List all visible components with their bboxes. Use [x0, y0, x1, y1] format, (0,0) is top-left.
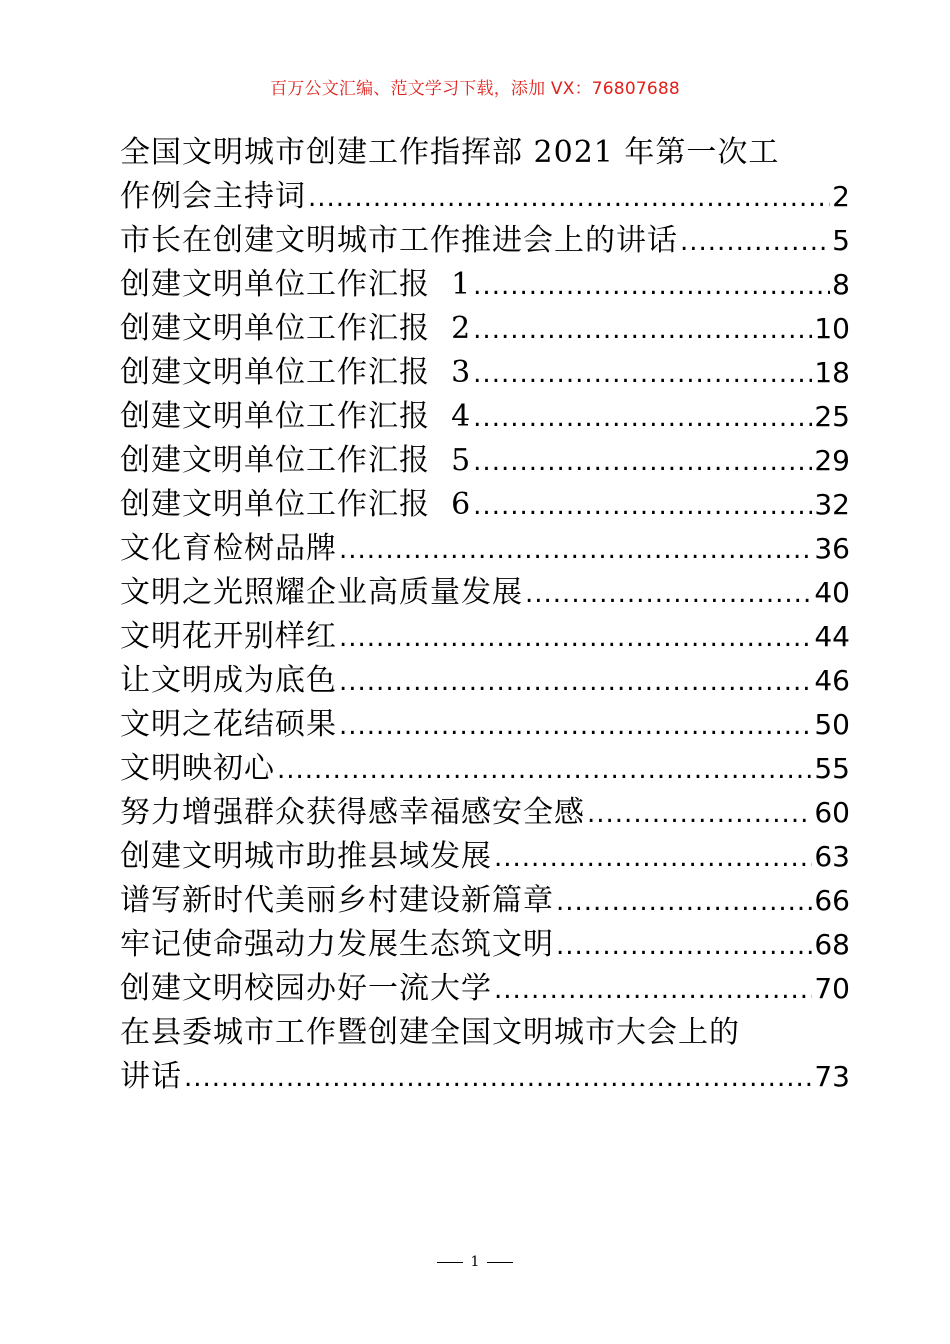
- dot-leader: [473, 264, 830, 307]
- toc-entry-5[interactable]: [120, 351, 850, 395]
- toc-entry-page: 32: [814, 488, 850, 521]
- dot-leader: [184, 1056, 812, 1099]
- toc-entry-page: 8: [832, 268, 850, 301]
- page-number: 1: [470, 1254, 480, 1270]
- toc-entry-page: 68: [814, 928, 850, 961]
- header-note: 百万公文汇编、范文学习下载，添加 VX：76807688: [270, 79, 680, 99]
- toc-entry-6[interactable]: [120, 395, 850, 439]
- toc-entry-16[interactable]: [120, 835, 850, 879]
- toc-entry-page: 25: [814, 400, 850, 433]
- page-footer: [0, 1254, 950, 1270]
- toc-entry-title: 文明花开别样红: [120, 619, 337, 654]
- toc-entry-title: 创建文明城市助推县域发展: [120, 839, 492, 874]
- dot-leader: [494, 836, 812, 879]
- toc-entry-page: 50: [814, 708, 850, 741]
- toc-entry-title: 文明映初心: [120, 751, 275, 786]
- dot-leader: [473, 308, 812, 351]
- toc-entry-18[interactable]: [120, 923, 850, 967]
- toc-entry-1[interactable]: [120, 175, 850, 219]
- toc-entry-title: 文明之光照耀企业高质量发展: [120, 575, 523, 610]
- toc-entry-page: 40: [814, 576, 850, 609]
- toc-entry-title: 牢记使命强动力发展生态筑文明: [120, 927, 554, 962]
- toc-entry-page: 2: [832, 180, 850, 213]
- toc-entry-title: 创建文明单位工作汇报 2: [120, 311, 472, 346]
- toc-entry-page: 70: [814, 972, 850, 1005]
- toc-entry-title: 创建文明单位工作汇报 1: [120, 267, 472, 302]
- toc-entry-page: 29: [814, 444, 850, 477]
- toc-entry-page: 36: [814, 532, 850, 565]
- footer-dash-right: [487, 1262, 513, 1263]
- toc-entry-13[interactable]: [120, 703, 850, 747]
- toc-entry-page: 55: [814, 752, 850, 785]
- toc-entry-2[interactable]: [120, 219, 850, 263]
- toc-entry-title: 创建文明单位工作汇报 5: [120, 443, 472, 478]
- dot-leader: [339, 660, 812, 703]
- toc-entry-20[interactable]: [120, 1055, 850, 1099]
- dot-leader: [556, 880, 812, 923]
- toc-entry-title: 创建文明单位工作汇报 3: [120, 355, 472, 390]
- toc-entry-10[interactable]: [120, 571, 850, 615]
- toc-entry-page: 18: [814, 356, 850, 389]
- toc-entry-title: 谱写新时代美丽乡村建设新篇章: [120, 883, 554, 918]
- toc-entry-15[interactable]: [120, 791, 850, 835]
- dot-leader: [339, 704, 812, 747]
- toc-entry-page: 66: [814, 884, 850, 917]
- footer-dash-left: [437, 1262, 463, 1263]
- dot-leader: [494, 968, 812, 1011]
- dot-leader: [473, 396, 812, 439]
- toc-entry-page: 44: [814, 620, 850, 653]
- toc-entry-17[interactable]: [120, 879, 850, 923]
- toc-entry-page: 60: [814, 796, 850, 829]
- dot-leader: [473, 352, 812, 395]
- toc-entry-page: 63: [814, 840, 850, 873]
- toc-entry-7[interactable]: [120, 439, 850, 483]
- dot-leader: [308, 176, 830, 219]
- toc-entry-19[interactable]: [120, 967, 850, 1011]
- dot-leader: [277, 748, 812, 791]
- toc-entry-title: 创建文明单位工作汇报 4: [120, 399, 472, 434]
- dot-leader: [680, 220, 830, 263]
- toc-entry-title: 讲话: [120, 1059, 182, 1094]
- dot-leader: [339, 528, 812, 571]
- dot-leader: [473, 484, 812, 527]
- toc-entry-page: 5: [832, 224, 850, 257]
- toc-entry-12[interactable]: [120, 659, 850, 703]
- dot-leader: [587, 792, 812, 835]
- dot-leader: [339, 616, 812, 659]
- toc-entry-title: 文明之花结硕果: [120, 707, 337, 742]
- toc-entry-page: 10: [814, 312, 850, 345]
- table-of-contents: [120, 131, 850, 1099]
- toc-entry-title: 让文明成为底色: [120, 663, 337, 698]
- toc-entry-title: 作例会主持词: [120, 179, 306, 214]
- dot-leader: [556, 924, 812, 967]
- toc-entry-title: 市长在创建文明城市工作推进会上的讲话: [120, 223, 678, 258]
- toc-entry-3[interactable]: [120, 263, 850, 307]
- dot-leader: [473, 440, 812, 483]
- toc-entry-1-line1: 全国文明城市创建工作指挥部 2021 年第一次工: [120, 135, 780, 170]
- toc-entry-page: 46: [814, 664, 850, 697]
- toc-entry-title: 创建文明单位工作汇报 6: [120, 487, 472, 522]
- toc-entry-title: 努力增强群众获得感幸福感安全感: [120, 795, 585, 830]
- toc-entry-14[interactable]: [120, 747, 850, 791]
- dot-leader: [525, 572, 812, 615]
- toc-entry-11[interactable]: [120, 615, 850, 659]
- toc-entry-title: 文化育检树品牌: [120, 531, 337, 566]
- toc-entry-8[interactable]: [120, 483, 850, 527]
- toc-entry-title: 创建文明校园办好一流大学: [120, 971, 492, 1006]
- toc-entry-4[interactable]: [120, 307, 850, 351]
- toc-entry-page: 73: [814, 1060, 850, 1093]
- toc-entry-20-line1: 在县委城市工作暨创建全国文明城市大会上的: [120, 1015, 740, 1050]
- toc-entry-9[interactable]: [120, 527, 850, 571]
